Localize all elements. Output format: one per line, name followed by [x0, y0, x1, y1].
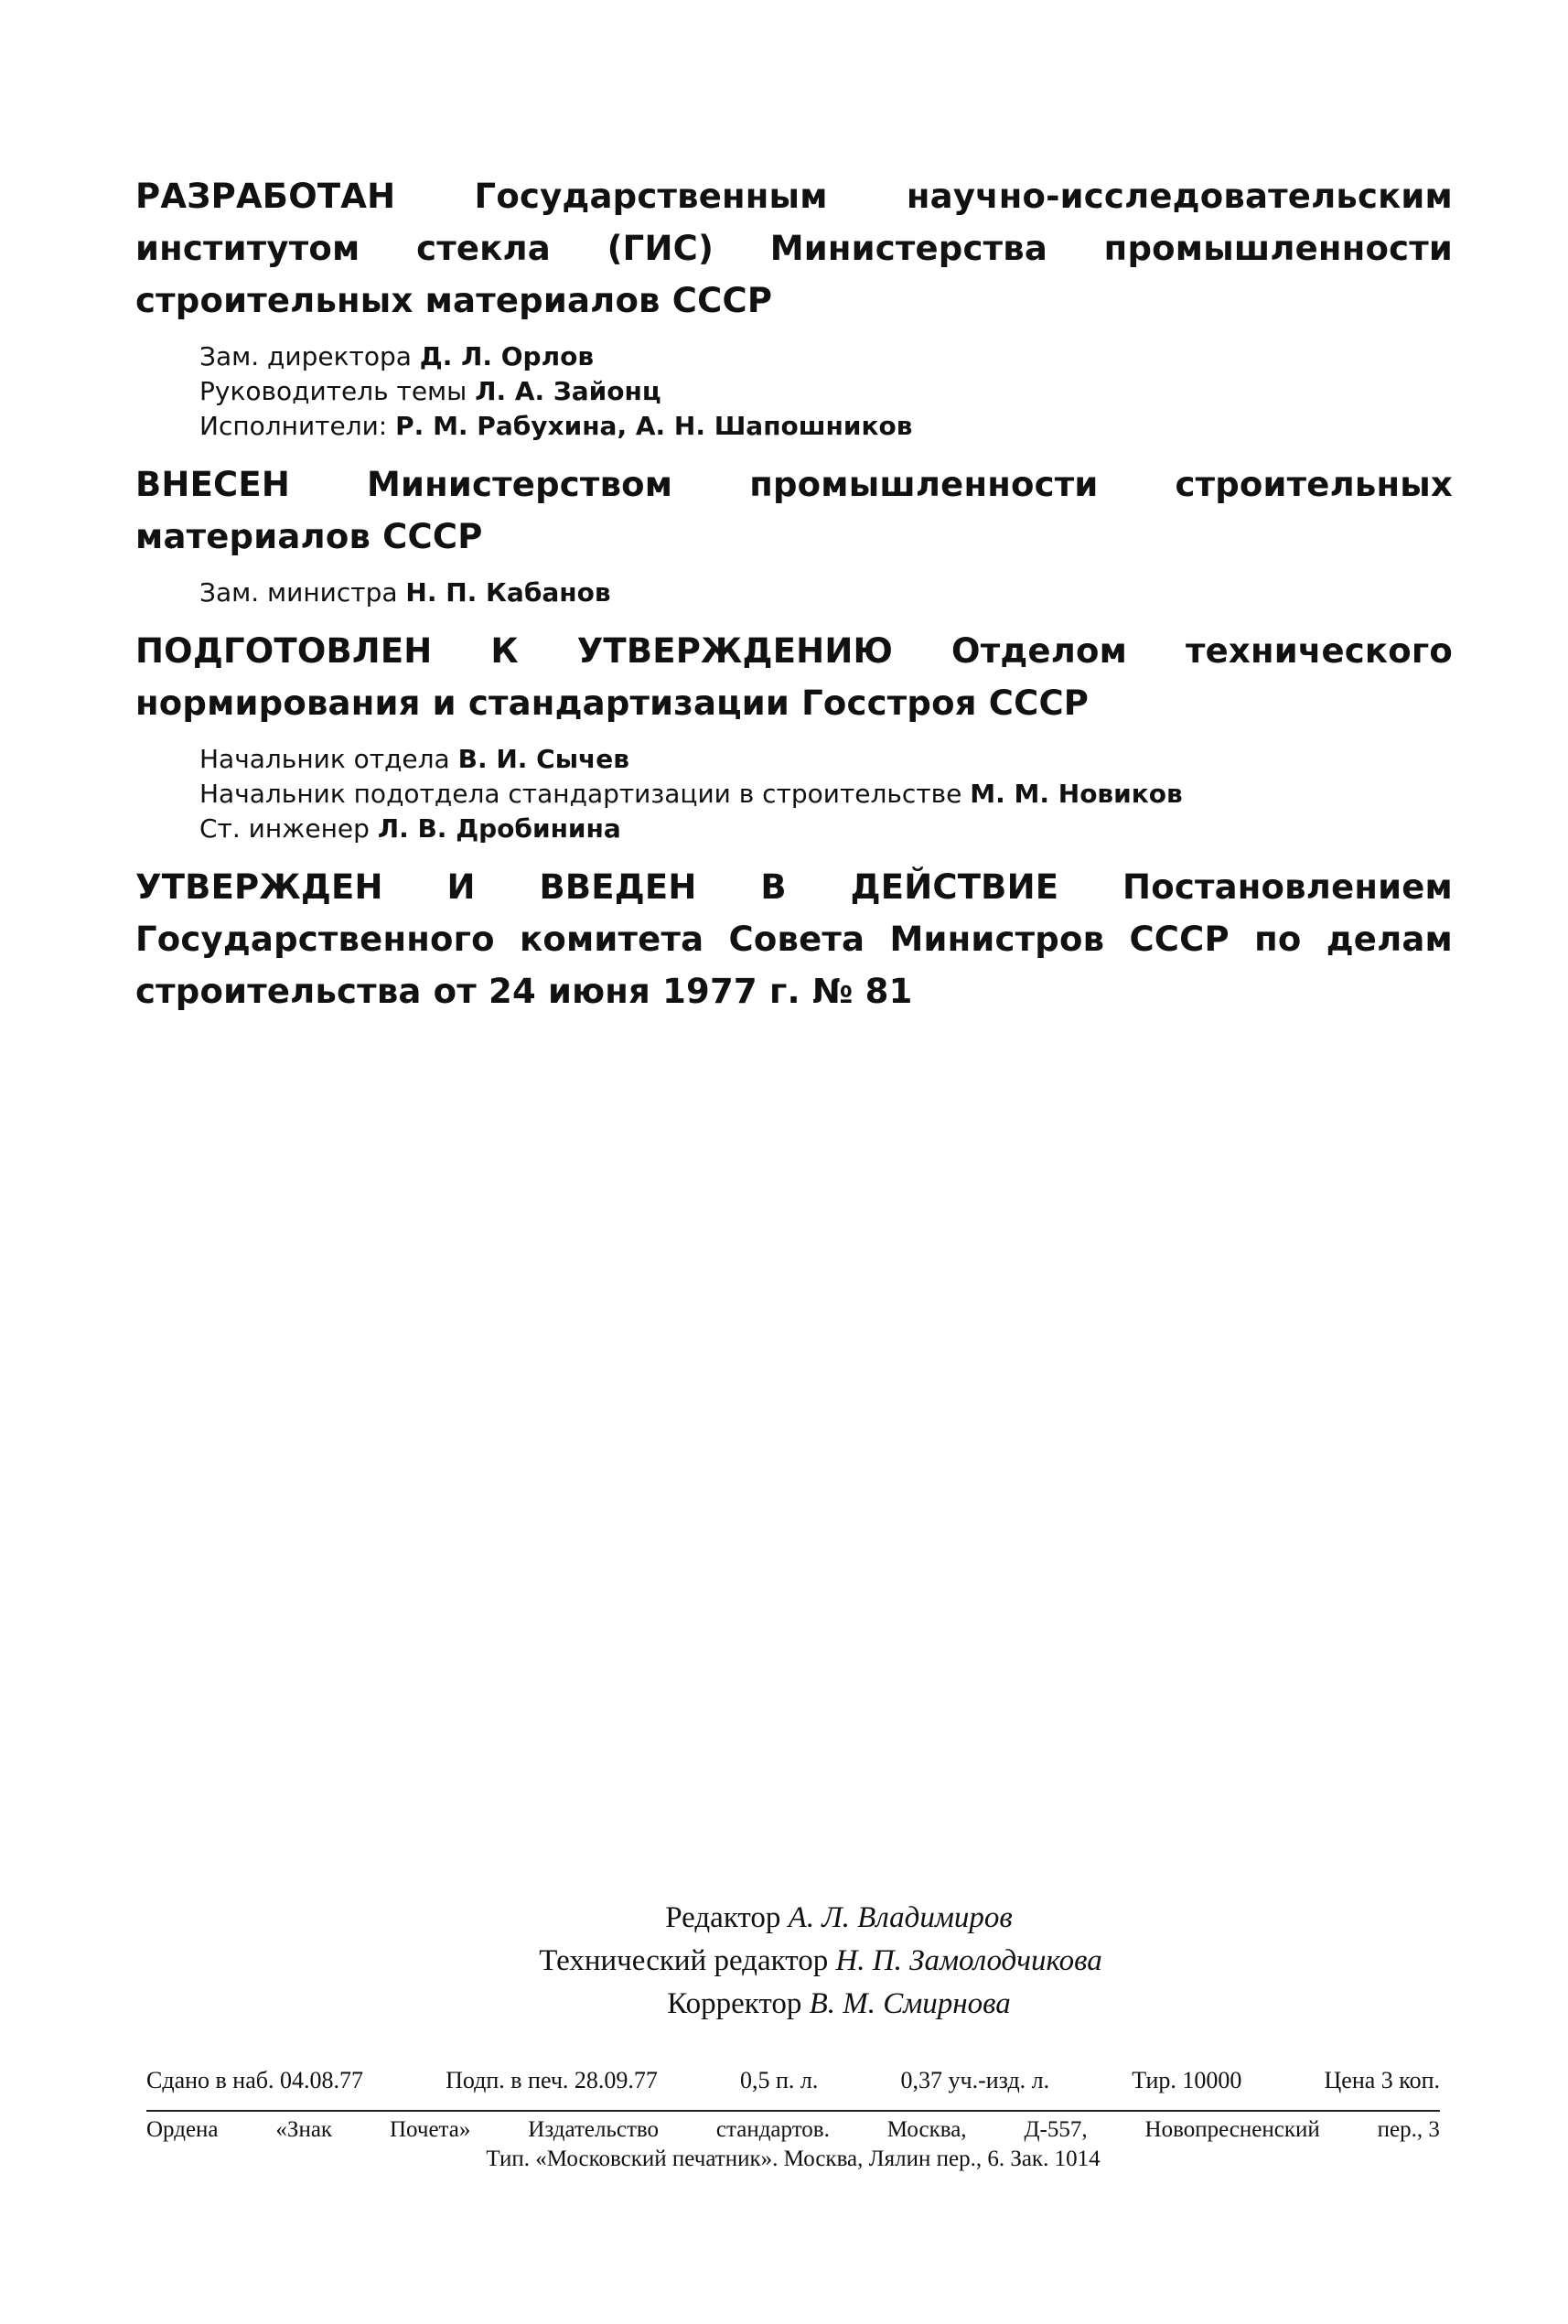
person-row [199, 339, 1453, 374]
developed-lead: РАЗРАБОТАН [135, 177, 396, 216]
footer-line-2: Тип. «Московский печатник». Москва, Лялин пер., 6. Зак. 1014 [486, 2146, 1101, 2171]
divider-line [146, 2110, 1440, 2112]
footer-word: Д-557, [1024, 2117, 1088, 2142]
person-role: Начальник подотдела стандартизации в строительстве [199, 779, 971, 809]
publisher-footer [146, 2115, 1440, 2174]
person-name: Л. В. Дробинина [377, 813, 621, 844]
publication-details [146, 2064, 1440, 2097]
prepared-people [199, 742, 1453, 846]
person-role: Начальник отдела [199, 744, 458, 774]
prepared-text: Отделом технического нормирования и стандартизации Госстроя СССР [135, 631, 1453, 723]
footer-word: Издательство [528, 2117, 659, 2142]
pub-item: Сдано в наб. 04.08.77 [146, 2067, 363, 2093]
pub-item: Подп. в печ. 28.09.77 [446, 2067, 658, 2093]
footer-word: «Знак [275, 2117, 333, 2142]
staff-name: В. М. Смирнова [809, 1987, 1011, 2020]
prepared-lead: ПОДГОТОВЛЕН К УТВЕРЖДЕНИЮ [135, 631, 894, 671]
person-name: М. М. Новиков [970, 779, 1183, 809]
introduced-paragraph [135, 458, 1453, 563]
person-row [199, 409, 1453, 444]
person-row [199, 576, 1453, 610]
footer-word: Ордена [146, 2117, 219, 2142]
staff-proofreader [110, 1983, 1568, 2026]
person-row [199, 812, 1453, 846]
editorial-staff [0, 1897, 1568, 2026]
introduced-people [199, 576, 1453, 610]
footer-word: Новопресненский [1144, 2117, 1320, 2142]
pub-item: Тир. 10000 [1132, 2067, 1242, 2093]
person-name: Д. Л. Орлов [419, 341, 595, 371]
staff-name: А. Л. Владимиров [788, 1901, 1013, 1934]
person-name: Л. А. Зайонц [475, 376, 661, 406]
person-row [199, 777, 1453, 812]
person-role: Ст. инженер [199, 813, 378, 844]
staff-role: Технический редактор [539, 1944, 836, 1977]
footer-word: пер., 3 [1377, 2117, 1440, 2142]
footer-line-1 [146, 2115, 1440, 2145]
approved-text: Постановлением Государственного комитета Совета Министров СССР по делам строительства от 24 июня 1977 г. № 81 [135, 867, 1453, 1011]
pub-item: 0,37 уч.-изд. л. [900, 2067, 1050, 2093]
approved-paragraph [135, 861, 1453, 1017]
developed-people [199, 339, 1453, 444]
developed-paragraph [135, 170, 1453, 327]
person-row [199, 742, 1453, 777]
staff-role: Корректор [667, 1987, 810, 2020]
prepared-paragraph [135, 625, 1453, 729]
staff-name: Н. П. Замолодчикова [835, 1944, 1102, 1977]
person-row [199, 374, 1453, 409]
person-name: Н. П. Кабанов [405, 577, 611, 608]
staff-role: Редактор [665, 1901, 789, 1934]
staff-editor [110, 1897, 1568, 1940]
person-name: Р. М. Рабухина, А. Н. Шапошников [395, 411, 913, 441]
footer-word: стандартов. [715, 2117, 830, 2142]
person-role: Зам. министра [199, 577, 406, 608]
introduced-lead: ВНЕСЕН [135, 465, 291, 504]
staff-tech-editor [73, 1940, 1568, 1983]
approved-lead: УТВЕРЖДЕН И ВВЕДЕН В ДЕЙСТВИЕ [135, 867, 1059, 907]
pub-item: Цена 3 коп. [1324, 2067, 1440, 2093]
pub-item: 0,5 п. л. [740, 2067, 819, 2093]
developed-text: Государственным научно-исследовательским институтом стекла (ГИС) Министерства промышленности строительных материалов СССР [135, 177, 1453, 320]
footer-word: Москва, [886, 2117, 967, 2142]
person-role: Исполнители: [199, 411, 396, 441]
person-name: В. И. Сычев [457, 744, 629, 774]
person-role: Зам. директора [199, 341, 420, 371]
credits-block [135, 170, 1453, 1017]
footer-word: Почета» [389, 2117, 471, 2142]
person-role: Руководитель темы [199, 376, 476, 406]
introduced-text: Министерством промышленности строительных материалов СССР [135, 465, 1453, 556]
